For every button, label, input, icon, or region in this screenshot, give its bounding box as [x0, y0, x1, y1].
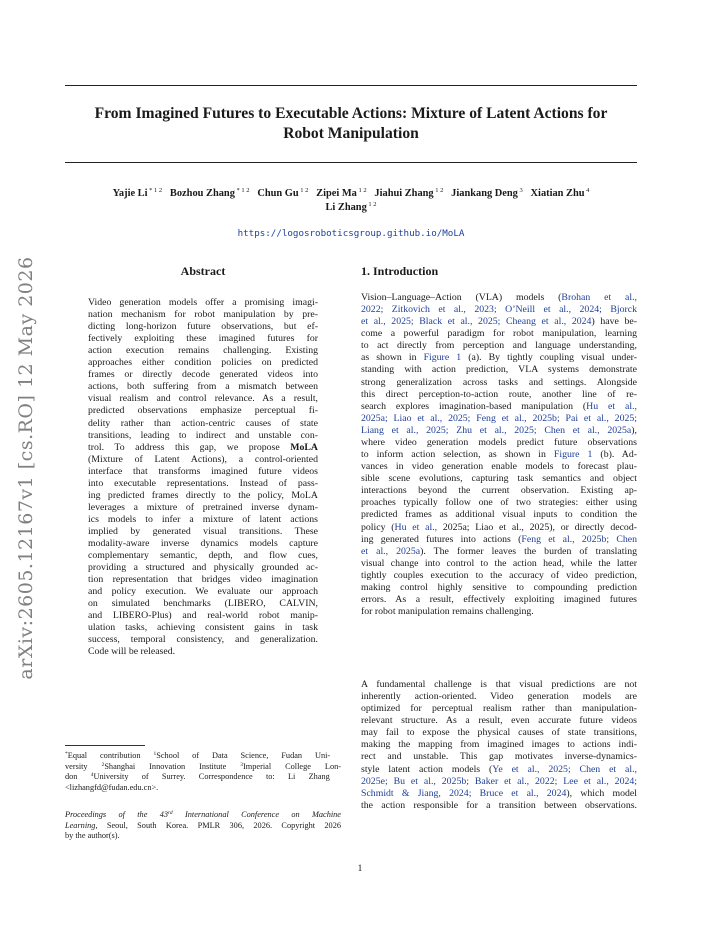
abstract-line: complementary semantic, depth, and flow cues,: [88, 550, 318, 562]
citation-link[interactable]: Hu et al.,: [586, 400, 637, 412]
citation-link[interactable]: 2025e; Bu et al., 2025b; Baker et al., 2022; Lee et al., 2024;: [361, 775, 637, 787]
introduction-line: where video generation models predict future observations: [361, 436, 637, 448]
proceedings-footnote-line: Learning, Seoul, South Korea. PMLR 306, 2026. Copyright 2026: [65, 820, 341, 830]
citation-link[interactable]: 2025a; Liao et al., 2025; Feng et al., 2025b; Pai et al., 2025;: [361, 412, 637, 424]
introduction-line: et al., 2025a). The former leaves the burden of translating: [361, 545, 637, 557]
introduction-line: Vision–Language–Action (VLA) models (Brohan et al.,: [361, 292, 637, 303]
footnote-rule: [65, 745, 145, 746]
introduction-line: strong generalization across tasks and settings. Alongside: [361, 376, 637, 388]
introduction-line: to act directly from perception and language understanding,: [361, 340, 637, 352]
abstract-line: dicting long-horizon future observations, but ef-: [88, 321, 318, 333]
abstract-line: implied by generated visual transitions. These: [88, 525, 318, 537]
author-name-text: Chun Gu: [257, 188, 299, 199]
proceedings-footnote-line: [65, 810, 341, 821]
author-list-line-1: [65, 187, 637, 200]
abstract-heading: Abstract: [180, 264, 226, 278]
introduction-line: tightly couples execution to the accuracy of video prediction,: [361, 569, 637, 581]
introduction-line: [361, 413, 637, 425]
author-affiliation-marker: 1 2: [356, 187, 367, 194]
method-name: MoLA: [290, 441, 318, 453]
affiliation-footnote-line: <lizhangfd@fudan.edu.cn>.: [65, 782, 159, 792]
introduction-line: making control highly sensitive to compounding prediction: [361, 581, 637, 593]
author-affiliation-marker: 1 2: [433, 187, 444, 194]
abstract-line: interface that transforms imagined future videos: [88, 465, 318, 477]
abstract-line: leverages a mixture of pretrained inverse dynam-: [88, 501, 318, 513]
citation-link[interactable]: Ye et al., 2025; Chen et al.,: [492, 763, 637, 775]
footnote-marker: 2: [101, 761, 105, 768]
abstract-line: Code will be released.: [88, 646, 176, 658]
introduction-line: interactions beyond the current observation. Existing ap-: [361, 485, 637, 497]
author-name: [325, 202, 376, 213]
introduction-line: errors. As a result, effectively exploiting imagined futures: [361, 594, 637, 605]
abstract-line: tion representation that bridges video imagination: [88, 574, 318, 586]
abstract-line: fectively exploiting these imagined futures for: [88, 333, 318, 345]
author-name: [170, 188, 250, 199]
affiliation-footnote-line: versity $^2$Shanghai Innovation Institute $^3$Imperial College Lon-: [65, 761, 342, 771]
introduction-line: may fail to expose the physical causes of state transitions,: [361, 727, 637, 739]
citation-link[interactable]: Feng et al., 2025b; Chen: [521, 533, 638, 545]
footnote-marker: *: [65, 751, 68, 757]
author-name: [113, 188, 163, 199]
title-rule-bottom: [65, 162, 637, 163]
title-rule-top: [65, 85, 637, 86]
abstract-line: and LIBERO-Plus) and real-world robot manip-: [88, 610, 318, 622]
citation-link[interactable]: et al., 2025a: [361, 545, 421, 557]
author-affiliation-marker: * 1 2: [147, 187, 163, 194]
abstract-line: ing predicted frames directly to the policy, MoLA: [88, 489, 318, 501]
proceedings-venue: Proceedings of the 43rd International Conference on Machine: [65, 810, 341, 819]
introduction-heading: 1. Introduction: [361, 264, 439, 278]
introduction-line: come a powerful paradigm for robot manipulation, learning: [361, 328, 637, 340]
affiliation-footnote-line: *Equal contribution $^1$School of Data Science, Fudan Uni-: [65, 751, 331, 760]
author-list-line-2: [65, 201, 637, 214]
introduction-line: relevant structure. As a result, even accurate future videos: [361, 715, 637, 727]
footnote-marker: 1: [153, 751, 157, 757]
abstract-line: approaches either condition policies on predicted: [88, 357, 318, 369]
citation-link[interactable]: Schmidt & Jiang, 2024; Bruce et al., 2024: [361, 787, 567, 799]
author-name: [257, 188, 308, 199]
author-name-text: Jiankang Deng: [451, 188, 518, 199]
author-name-text: Li Zhang: [325, 202, 367, 213]
footnote-marker: 3: [240, 761, 244, 768]
proceedings-venue: Learning: [65, 820, 96, 830]
introduction-line: inherently action-oriented. Video generation models are: [361, 691, 637, 703]
paper-title-line-1: From Imagined Futures to Executable Actions: Mixture of Latent Actions for: [94, 105, 608, 122]
citation-link[interactable]: Liang et al., 2025; Zhu et al., 2025; Chen et al., 2025a: [361, 424, 632, 436]
paper-title-line-2: Robot Manipulation: [283, 125, 419, 142]
introduction-line: search explores imagination-based manipulation (Hu et al.,: [361, 400, 637, 412]
author-name: [374, 188, 443, 199]
affiliation-footnote-line: don $^4$University of Surrey. Correspondence to: Li Zhang: [65, 772, 330, 782]
introduction-line: Liang et al., 2025; Zhu et al., 2025; Chen et al., 2025a),: [361, 424, 637, 436]
introduction-line: as shown in Figure 1 (a). By tightly coupling visual under-: [361, 352, 637, 364]
proceedings-footnote-line: by the author(s).: [65, 831, 120, 841]
abstract-line: (Mixture of Latent Actions), a control-oriented: [88, 453, 318, 465]
arxiv-stamp-text: arXiv:2605.12167v1 [cs.RO] 12 May 2026: [15, 256, 37, 680]
introduction-line: visual change into control to the action head, while the latter: [361, 557, 637, 569]
introduction-line: for robot manipulation remains challenging.: [361, 606, 534, 618]
introduction-line: [361, 776, 637, 788]
introduction-line: predicted frames as additional visual inputs to condition the: [361, 509, 637, 521]
abstract-line: modality-aware inverse dynamics models capture: [88, 538, 318, 549]
introduction-line: style latent action models (Ye et al., 2025; Chen et al.,: [361, 763, 637, 775]
introduction-line: et al., 2025; Black et al., 2025; Cheang et al., 2024) have be-: [361, 316, 637, 328]
introduction-line: vances in video generation enable models to forecast plau-: [361, 461, 637, 473]
introduction-line: proaches typically follow one of two strategies: either using: [361, 497, 637, 509]
citation-link[interactable]: Figure 1: [423, 352, 462, 364]
author-affiliation-marker: 4: [584, 187, 590, 194]
introduction-line: to inform action selection, as shown in Figure 1 (b). Ad-: [361, 449, 638, 461]
abstract-line: providing a structured and physically grounded ac-: [88, 562, 318, 574]
author-affiliation-marker: 1 2: [366, 201, 377, 208]
author-name: [316, 188, 366, 199]
introduction-line: sible scene evolutions, capturing task semantics and object: [361, 473, 637, 485]
introduction-line: the action responsible for a transition between observations.: [361, 799, 637, 811]
author-affiliation-marker: 3: [517, 187, 523, 194]
project-url-link[interactable]: https://logosroboticsgroup.github.io/MoLA: [237, 228, 465, 239]
author-affiliation-marker: 1 2: [298, 187, 309, 194]
abstract-line: into executable representations. Instead of pass-: [88, 477, 318, 489]
introduction-line: policy (Hu et al., 2025a; Liao et al., 2025), or directly decod-: [361, 521, 637, 533]
introduction-line: ing generated futures into actions (Feng et al., 2025b; Chen: [361, 533, 638, 545]
author-affiliation-marker: * 1 2: [234, 187, 250, 194]
author-name-text: Bozhou Zhang: [169, 188, 235, 199]
abstract-line: frames or directly decode generated videos into: [88, 369, 318, 381]
abstract-line: actions, both suffering from a mismatch between: [88, 381, 318, 393]
author-name-text: Yajie Li: [112, 188, 148, 199]
abstract-line: delity rather than action-centric causes of state: [88, 417, 318, 429]
introduction-line: this direct perception-to-action route, another line of re-: [361, 388, 637, 400]
introduction-line: A fundamental challenge is that visual predictions are not: [361, 679, 637, 690]
citation-link[interactable]: Brohan et al.,: [561, 292, 637, 303]
abstract-line: predicted observations emphasize perceptual fi-: [88, 405, 318, 417]
author-name-text: Xiatian Zhu: [530, 188, 585, 199]
introduction-line: Schmidt & Jiang, 2024; Bruce et al., 2024), which model: [361, 787, 637, 799]
introduction-line: rect and unstable. This gap motivates inverse-dynamics-: [361, 751, 637, 763]
abstract-line: success, temporal consistency, and generalization.: [88, 634, 318, 646]
abstract-line: ics models to infer a mixture of latent actions: [88, 513, 318, 525]
author-name: [531, 188, 590, 199]
citation-link[interactable]: Hu et al.,: [394, 521, 438, 533]
abstract-line: nation mechanism for robot manipulation by pre-: [88, 309, 318, 321]
abstract-line: on simulated benchmarks (LIBERO, CALVIN,: [88, 598, 318, 610]
abstract-line: Video generation models offer a promising imagi-: [88, 297, 318, 308]
citation-link[interactable]: Figure 1: [553, 449, 593, 461]
introduction-line: optimized for perceptual realism rather than manipulation-: [361, 703, 637, 715]
abstract-line: ulation tasks, achieving consistent gains in task: [88, 622, 318, 634]
page-number: 1: [357, 863, 363, 874]
introduction-line: standing with action prediction, VLA systems demonstrate: [361, 364, 637, 376]
introduction-line: making the mapping from imagined images to actions indi-: [361, 739, 637, 751]
abstract-line: and policy execution. We evaluate our approach: [88, 586, 318, 598]
author-name-text: Jiahui Zhang: [374, 188, 434, 199]
introduction-line: [361, 304, 637, 316]
citation-link[interactable]: et al., 2025; Black et al., 2025; Cheang et al., 2024: [361, 316, 592, 328]
abstract-line: visual realism and control relevance. As a result,: [88, 393, 318, 405]
abstract-line: trol. To address this gap, we propose MoLA: [88, 441, 318, 453]
footnote-marker: 4: [90, 772, 94, 779]
abstract-line: action execution remains challenging. Existing: [88, 345, 318, 357]
abstract-line: transitions, leading to indirect and unstable con-: [88, 429, 318, 441]
author-name: [451, 188, 523, 199]
citation-link[interactable]: 2022; Zitkovich et al., 2023; O’Neill et al., 2024; Bjorck: [361, 304, 637, 316]
author-name-text: Zipei Ma: [316, 188, 357, 199]
